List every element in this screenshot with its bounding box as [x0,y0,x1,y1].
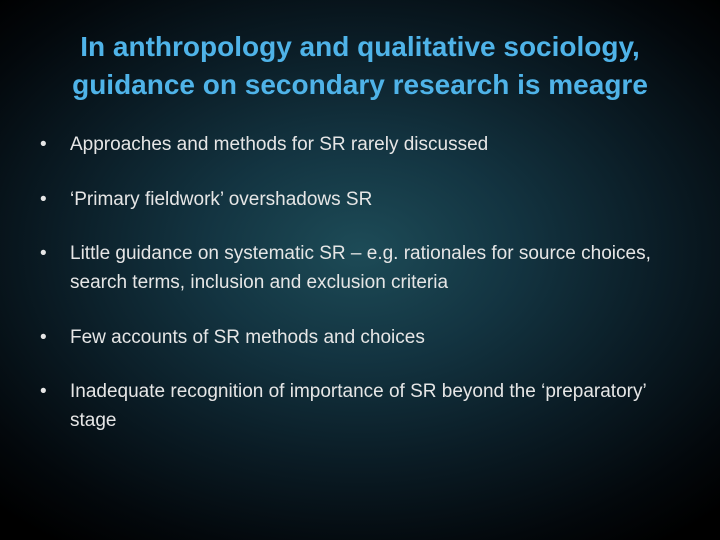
bullet-text: ‘Primary fieldwork’ overshadows SR [70,189,373,210]
bullet-item [40,323,670,352]
bullet-text: Few accounts of SR methods and choices [70,327,425,348]
bullet-dot-icon: • [40,381,47,402]
bullet-item [40,130,670,159]
slide-title-line-2: guidance on secondary research is meagre [72,69,648,100]
bullet-text: Little guidance on systematic SR – e.g. rationales for source choices, search terms, inclusion and exclusion criteria [70,243,651,293]
slide-title-line-1: In anthropology and qualitative sociology, [80,31,640,62]
bullet-text: Approaches and methods for SR rarely discussed [70,134,489,155]
bullet-dot-icon: • [40,327,47,348]
bullet-text: Inadequate recognition of importance of SR beyond the ‘preparatory’ stage [70,381,646,431]
bullet-item [40,185,670,214]
bullet-dot-icon: • [40,243,47,264]
bullet-item [40,377,670,435]
bullet-dot-icon: • [40,189,47,210]
bullet-dot-icon: • [40,134,47,155]
bullet-item [40,239,670,297]
